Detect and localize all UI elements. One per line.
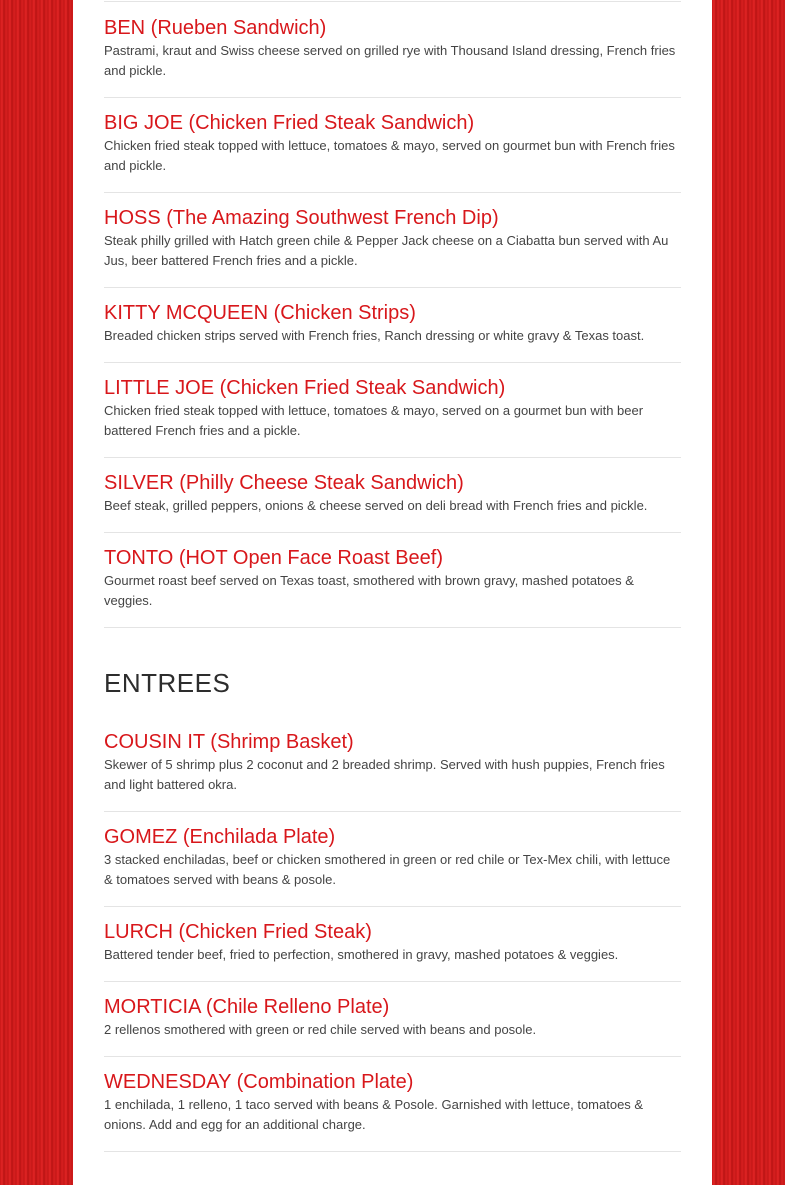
menu-item-description: 3 stacked enchiladas, beef or chicken smothered in green or red chile or Tex-Mex chili, with lettuce & tomatoes served with beans & posole. xyxy=(104,852,671,887)
menu-item-cousin-it xyxy=(104,730,681,812)
menu-item-description: Gourmet roast beef served on Texas toast, smothered with brown gravy, mashed potatoes & veggies. xyxy=(104,573,634,608)
menu-item-title[interactable]: BIG JOE (Chicken Fried Steak Sandwich) xyxy=(104,112,475,134)
menu-item-title[interactable]: LITTLE JOE (Chicken Fried Steak Sandwich) xyxy=(104,377,506,399)
section-heading-entrees: ENTREES xyxy=(104,668,231,698)
menu-item-title[interactable]: HOSS (The Amazing Southwest French Dip) xyxy=(104,207,499,229)
menu-item-title[interactable]: KITTY MCQUEEN (Chicken Strips) xyxy=(104,302,416,324)
menu-item-description: 1 enchilada, 1 relleno, 1 taco served with beans & Posole. Garnished with lettuce, tomatoes & onions. Add and egg for an additional charge. xyxy=(104,1097,644,1132)
menu-item-lurch xyxy=(104,920,681,982)
menu-item-gomez xyxy=(104,825,681,907)
menu-content xyxy=(73,0,712,1185)
menu-item-big-joe xyxy=(104,111,681,193)
menu-item-title[interactable]: WEDNESDAY (Combination Plate) xyxy=(104,1071,414,1093)
menu-item-little-joe xyxy=(104,376,681,458)
divider xyxy=(104,1,681,2)
menu-item-description: Battered tender beef, fried to perfection, smothered in gravy, mashed potatoes & veggies. xyxy=(104,947,619,962)
menu-item-title[interactable]: TONTO (HOT Open Face Roast Beef) xyxy=(104,547,444,569)
menu-item-description: Chicken fried steak topped with lettuce, tomatoes & mayo, served on gourmet bun with French fries and pickle. xyxy=(104,138,675,173)
menu-item-description: Chicken fried steak topped with lettuce, tomatoes & mayo, served on a gourmet bun with beer battered French fries and a pickle. xyxy=(104,403,644,438)
menu-item-title[interactable]: MORTICIA (Chile Relleno Plate) xyxy=(104,996,390,1018)
menu-item-hoss xyxy=(104,206,681,288)
menu-item-description: Skewer of 5 shrimp plus 2 coconut and 2 breaded shrimp. Served with hush puppies, French fries and light battered okra. xyxy=(104,757,665,792)
menu-item-title[interactable]: GOMEZ (Enchilada Plate) xyxy=(104,826,336,848)
menu-item-title[interactable]: BEN (Rueben Sandwich) xyxy=(104,17,327,39)
menu-item-description: Beef steak, grilled peppers, onions & cheese served on deli bread with French fries and pickle. xyxy=(104,498,648,513)
menu-item-kitty-mcqueen xyxy=(104,301,681,363)
menu-item-description: 2 rellenos smothered with green or red chile served with beans and posole. xyxy=(104,1022,537,1037)
menu-item-morticia xyxy=(104,995,681,1057)
menu-item-description: Pastrami, kraut and Swiss cheese served on grilled rye with Thousand Island dressing, French fries and pickle. xyxy=(104,43,676,78)
menu-item-title[interactable]: SILVER (Philly Cheese Steak Sandwich) xyxy=(104,472,464,494)
menu-item-tonto xyxy=(104,546,681,628)
menu-item-wednesday xyxy=(104,1070,681,1152)
menu-item-ben xyxy=(104,16,681,98)
menu-item-title[interactable]: COUSIN IT (Shrimp Basket) xyxy=(104,731,354,753)
menu-item-description: Breaded chicken strips served with French fries, Ranch dressing or white gravy & Texas toast. xyxy=(104,328,645,343)
menu-item-silver xyxy=(104,471,681,533)
menu-item-description: Steak philly grilled with Hatch green chile & Pepper Jack cheese on a Ciabatta bun served with Au Jus, beer battered French fries and a pickle. xyxy=(104,233,669,268)
menu-item-title[interactable]: LURCH (Chicken Fried Steak) xyxy=(104,921,372,943)
